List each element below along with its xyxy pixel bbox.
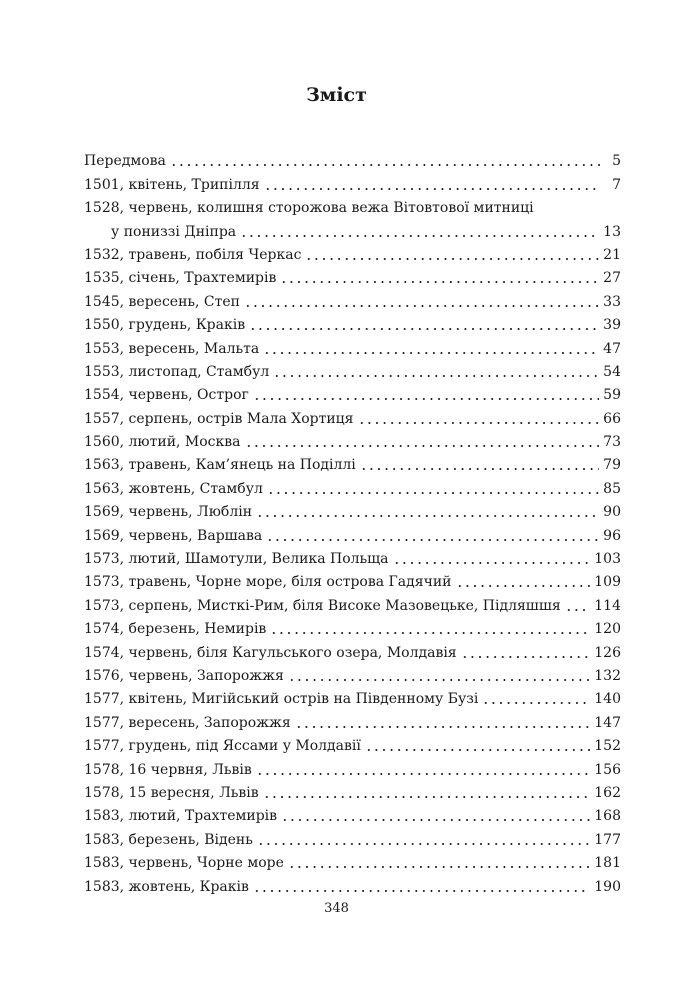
toc-entry-title: Передмова — [84, 153, 166, 170]
dot-leader — [249, 328, 599, 330]
dot-leader — [256, 773, 590, 775]
table-of-contents — [84, 147, 621, 896]
toc-entry-title: 1574, березень, Немирів — [84, 621, 267, 638]
toc-entry-page: 162 — [594, 784, 621, 801]
dot-leader — [565, 609, 591, 611]
toc-entry — [84, 685, 621, 708]
toc-entry — [84, 358, 621, 381]
toc-entry — [84, 498, 621, 521]
toc-entry — [84, 264, 621, 287]
toc-entry — [84, 825, 621, 848]
dot-leader — [240, 235, 599, 237]
toc-entry-page: 168 — [594, 808, 621, 825]
toc-entry-title-continuation: у пониззі Дніпра — [111, 223, 237, 240]
toc-entry-page: 66 — [603, 410, 621, 427]
toc-entry-page: 109 — [594, 574, 621, 591]
toc-entry-page: 181 — [594, 855, 621, 872]
toc-entry-title: 1560, лютий, Москва — [84, 434, 241, 451]
toc-entry — [84, 755, 621, 778]
toc-entry-page: 114 — [594, 597, 621, 614]
dot-leader — [257, 843, 590, 845]
toc-entry-title: 1577, грудень, під Яссами у Молдавії — [84, 738, 361, 755]
toc-entry-page: 54 — [603, 363, 621, 380]
toc-entry-title: 1554, червень, Острог — [84, 387, 249, 404]
toc-entry-page: 156 — [594, 761, 621, 778]
toc-entry-title: 1569, червень, Люблін — [84, 504, 253, 521]
dot-leader — [253, 890, 590, 892]
toc-entry-title: 1578, 15 вересня, Львів — [84, 784, 259, 801]
toc-entry-page: 85 — [603, 480, 621, 497]
dot-leader — [295, 726, 591, 728]
toc-entry-title: 1532, травень, побіля Черкас — [84, 246, 302, 263]
toc-entry-title: 1535, січень, Трахтемирів — [84, 270, 277, 287]
toc-entry — [84, 334, 621, 357]
dot-leader — [482, 702, 590, 704]
toc-entry — [84, 311, 621, 334]
toc-entry — [84, 802, 621, 825]
toc-entry-title: 1501, квітень, Трипілля — [84, 176, 260, 193]
toc-entry-page: 177 — [594, 831, 621, 848]
dot-leader — [280, 281, 599, 283]
toc-entry — [84, 381, 621, 404]
toc-entry-title: 1550, грудень, Краків — [84, 317, 246, 334]
toc-entry — [84, 662, 621, 685]
dot-leader — [263, 352, 599, 354]
dot-leader — [170, 164, 601, 166]
toc-entry-title: 1578, 16 червня, Львів — [84, 761, 252, 778]
toc-entry — [84, 545, 621, 568]
toc-entry — [84, 474, 621, 497]
toc-entry-page: 96 — [603, 527, 621, 544]
dot-leader — [267, 492, 599, 494]
dot-leader — [393, 562, 591, 564]
toc-entry — [84, 521, 621, 544]
toc-entry-title: 1563, травень, Кам’янець на Поділлі — [84, 457, 356, 474]
toc-entry-page: 120 — [594, 621, 621, 638]
toc-entry-title: 1528, червень, колишня сторожова вежа Вітовтової митниці — [84, 199, 534, 216]
toc-entry-page: 7 — [612, 176, 621, 193]
toc-entry-page: 103 — [594, 551, 621, 568]
dot-leader — [264, 188, 601, 190]
toc-entry-page: 33 — [603, 293, 621, 310]
toc-entry — [84, 241, 621, 264]
dot-leader — [288, 679, 590, 681]
toc-entry-title: 1573, серпень, Мисткі-Рим, біля Високе Мазовецьке, Підляшшя — [84, 597, 561, 614]
toc-entry-title: 1553, листопад, Стамбул — [84, 363, 270, 380]
toc-entry — [84, 568, 621, 591]
toc-entry — [84, 708, 621, 731]
toc-entry — [84, 404, 621, 427]
toc-entry-page: 126 — [594, 644, 621, 661]
toc-entry-page: 90 — [603, 504, 621, 521]
dot-leader — [256, 515, 599, 517]
toc-entry-title: 1553, вересень, Мальта — [84, 340, 260, 357]
toc-entry-title: 1563, жовтень, Стамбул — [84, 480, 263, 497]
toc-entry-title: 1574, червень, біля Кагульського озера, Молдавія — [84, 644, 457, 661]
toc-entry — [84, 428, 621, 451]
toc-entry-page: 147 — [594, 714, 621, 731]
dot-leader — [358, 422, 600, 424]
dot-leader — [461, 656, 591, 658]
toc-entry-page: 27 — [603, 270, 621, 287]
page-title: Зміст — [306, 84, 367, 106]
toc-entry-title: 1583, березень, Відень — [84, 831, 253, 848]
toc-entry-title: 1577, вересень, Запорожжя — [84, 714, 291, 731]
toc-entry-page: 21 — [603, 246, 621, 263]
toc-entry-title: 1583, жовтень, Краків — [84, 878, 249, 895]
toc-entry-page: 152 — [594, 738, 621, 755]
toc-entry — [84, 732, 621, 755]
toc-entry-title: 1576, червень, Запорожжя — [84, 668, 284, 684]
dot-leader — [244, 305, 599, 307]
toc-entry — [84, 615, 621, 638]
toc-entry-title: 1573, травень, Чорне море, біля острова Гадячий — [84, 574, 452, 591]
toc-entry-page: 5 — [612, 153, 621, 170]
toc-entry — [84, 849, 621, 872]
dot-leader — [288, 866, 590, 868]
toc-entry — [84, 194, 621, 241]
dot-leader — [365, 749, 590, 751]
toc-entry — [84, 287, 621, 310]
toc-entry — [84, 779, 621, 802]
toc-entry-title: 1573, лютий, Шамотули, Велика Польща — [84, 551, 389, 568]
toc-entry-title: 1557, серпень, острів Мала Хортиця — [84, 410, 354, 427]
toc-entry — [84, 147, 621, 170]
page-number: 348 — [324, 901, 349, 916]
dot-leader — [305, 258, 599, 260]
toc-entry — [84, 451, 621, 474]
toc-entry-page: 39 — [603, 317, 621, 334]
toc-entry-page: 59 — [603, 387, 621, 404]
toc-entry-page: 47 — [603, 340, 621, 357]
toc-entry-title: 1583, лютий, Трахтемирів — [84, 808, 278, 825]
toc-entry-page: 132 — [594, 668, 621, 684]
dot-leader — [281, 819, 590, 821]
toc-entry-page: 73 — [603, 434, 621, 451]
dot-leader — [263, 796, 591, 798]
toc-entry-page: 13 — [603, 223, 621, 240]
toc-entry — [84, 638, 621, 661]
dot-leader — [273, 375, 599, 377]
toc-entry-title: 1583, червень, Чорне море — [84, 855, 284, 872]
dot-leader — [270, 632, 590, 634]
toc-entry — [84, 170, 621, 193]
dot-leader — [360, 468, 599, 470]
dot-leader — [245, 445, 600, 447]
toc-entry-page: 79 — [603, 457, 621, 474]
toc-entry-title: 1569, червень, Варшава — [84, 527, 263, 544]
dot-leader — [456, 585, 591, 587]
toc-entry-page: 190 — [594, 878, 621, 895]
toc-entry-title: 1577, квітень, Мигійський острів на Південному Бузі — [84, 691, 479, 708]
toc-entry — [84, 591, 621, 614]
dot-leader — [266, 539, 599, 541]
toc-entry-title: 1545, вересень, Степ — [84, 293, 240, 310]
toc-entry — [84, 872, 621, 895]
toc-entry-page: 140 — [594, 691, 621, 708]
dot-leader — [253, 398, 599, 400]
